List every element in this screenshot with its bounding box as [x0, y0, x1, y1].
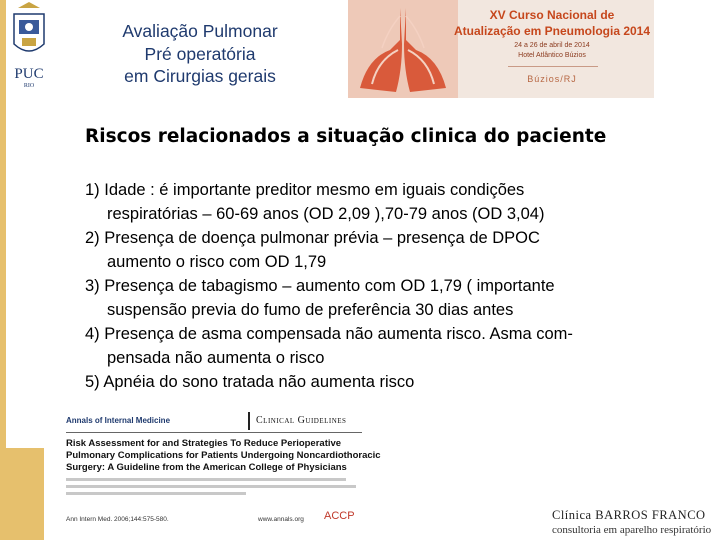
banner-line-4: Hotel Atlântico Búzios [518, 52, 586, 59]
article-title-line: Risk Assessment for and Strategies To Reduce Perioperative [66, 438, 342, 449]
logo-subtext: RIO [23, 83, 35, 89]
title-line: em Cirurgias gerais [124, 66, 276, 86]
list-item: 4) Presença de asma compensada não aumenta risco. Asma com- [85, 325, 573, 343]
accp-label: ACCP [324, 510, 355, 522]
article-title-line: Surgery: A Guideline from the American College of Physicians [66, 462, 347, 473]
journal-website: www.annals.org [258, 516, 304, 523]
page-title [100, 20, 300, 88]
authors-text-blur [66, 485, 356, 488]
clinic-name: Clínica BARROS FRANCO [552, 508, 706, 522]
authors-text-blur [66, 478, 346, 481]
article-rule [66, 432, 362, 433]
conference-banner [348, 0, 654, 98]
list-item: 3) Presença de tabagismo – aumento com OD 1,79 ( importante [85, 277, 555, 295]
list-item: 5) Apnéia do sono tratada não aumenta risco [85, 373, 415, 391]
list-item: 2) Presença de doença pulmonar prévia – presença de DPOC [85, 229, 540, 247]
article-title-line: Pulmonary Complications for Patients Undergoing Noncardiothoracic [66, 450, 381, 461]
puc-logo [6, 0, 52, 120]
list-item: 1) Idade : é importante preditor mesmo em iguais condições [85, 181, 525, 199]
banner-line-1: XV Curso Nacional de [489, 8, 615, 22]
banner-line-5: Búzios/RJ [527, 74, 577, 84]
article-excerpt [62, 412, 381, 530]
risk-list [85, 178, 700, 394]
article-citation: Ann Intern Med. 2006;144:575-580. [66, 516, 169, 523]
journal-name: Annals of Internal Medicine [66, 416, 171, 425]
list-item-continuation: respiratórias – 60-69 anos (OD 2,09 ),70-79 anos (OD 3,04) [107, 205, 545, 223]
title-line: Pré operatória [144, 43, 256, 64]
list-item-continuation: pensada não aumenta o risco [107, 349, 325, 367]
clinic-subtitle: consultoria em aparelho respiratório [552, 524, 712, 536]
lungs-icon [348, 0, 458, 98]
authors-text-blur [66, 492, 246, 495]
gold-corner-block [0, 448, 44, 540]
header-divider [248, 412, 250, 430]
crest-icon [6, 0, 52, 120]
banner-line-3: 24 a 26 de abril de 2014 [514, 42, 590, 49]
logo-text: PUC [14, 66, 44, 82]
list-item-continuation: suspensão previa do fumo de preferência 30 dias antes [107, 301, 514, 319]
section-heading: Riscos relacionados a situação clinica do paciente [85, 126, 607, 147]
title-line: Avaliação Pulmonar [122, 21, 278, 41]
list-item-continuation: aumento o risco com OD 1,79 [107, 253, 327, 271]
section-label: Clinical Guidelines [256, 415, 347, 426]
banner-divider [508, 66, 598, 67]
banner-line-2: Atualização em Pneumologia 2014 [453, 24, 651, 38]
